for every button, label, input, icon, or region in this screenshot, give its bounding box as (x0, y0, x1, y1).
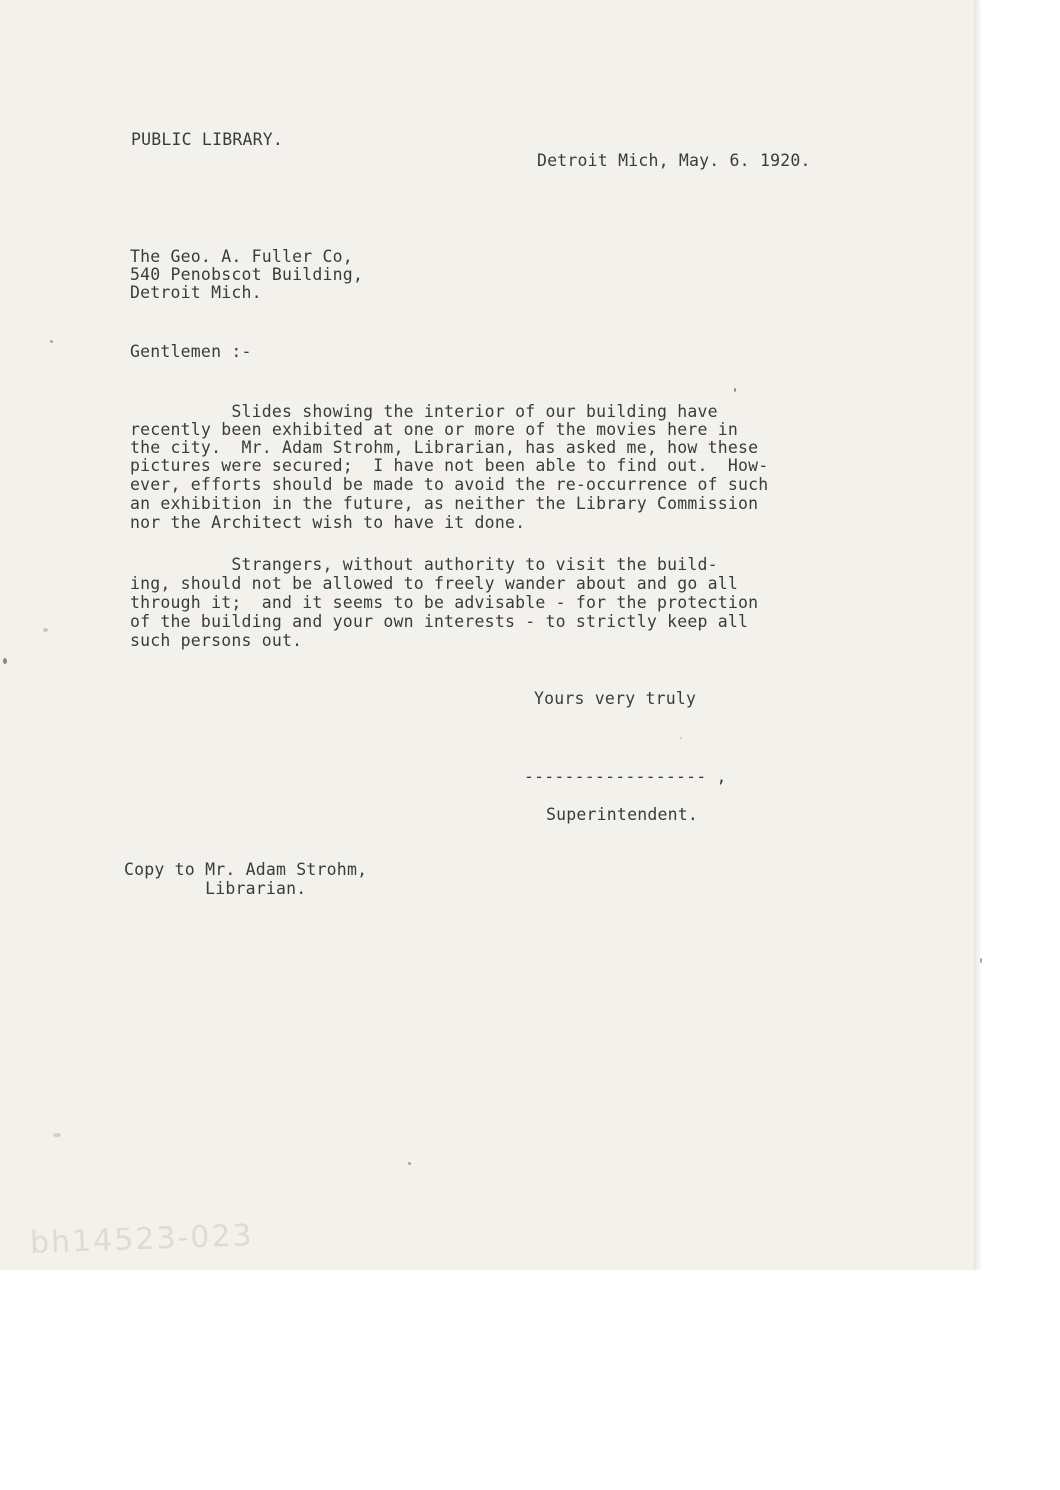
paragraph-line: the city. Mr. Adam Strohm, Librarian, has asked me, how these (130, 438, 759, 457)
signature-line: ------------------ , (524, 767, 727, 786)
address-line: The Geo. A. Fuller Co, (130, 247, 353, 266)
copy-to-line: Librarian. (124, 879, 307, 898)
paper-speck (53, 1133, 61, 1137)
date-line: Detroit Mich, May. 6. 1920. (537, 151, 811, 170)
paragraph-line: recently been exhibited at one or more of the movies here in (130, 420, 739, 439)
paper-speck (3, 658, 7, 664)
paragraph-line: nor the Architect wish to have it done. (130, 513, 526, 532)
closing: Yours very truly (534, 689, 697, 708)
address-line: 540 Penobscot Building, (130, 265, 364, 284)
paper-speck (50, 340, 53, 343)
signature-title: Superintendent. (546, 805, 699, 824)
address-line: Detroit Mich. (130, 283, 262, 302)
salutation: Gentlemen :- (130, 342, 252, 361)
paragraph-line: such persons out. (130, 631, 303, 650)
copy-to-line: Copy to Mr. Adam Strohm, (124, 860, 368, 879)
paragraph-line: an exhibition in the future, as neither the Library Commission (130, 494, 759, 513)
paragraph-line: through it; and it seems to be advisable - for the protection (130, 593, 759, 612)
pencil-archive-mark: bh14523-023 (29, 1218, 255, 1261)
letterhead: PUBLIC LIBRARY. (131, 130, 284, 149)
paper-speck (408, 1162, 411, 1165)
paragraph-line: of the building and your own interests - to strictly keep all (130, 612, 749, 631)
paper-speck (980, 958, 982, 963)
scan-background (0, 1270, 1060, 1490)
paragraph-line: Strangers, without authority to visit the build- (130, 555, 718, 574)
paper-speck (680, 737, 682, 739)
paragraph-line: Slides showing the interior of our building have (130, 402, 718, 421)
paper-speck (43, 628, 48, 632)
paragraph-line: pictures were secured; I have not been able to find out. How- (130, 456, 769, 475)
paragraph-line: ing, should not be allowed to freely wander about and go all (130, 574, 739, 593)
paragraph-line: ever, efforts should be made to avoid the re-occurrence of such (130, 475, 769, 494)
paper-speck (734, 388, 736, 392)
